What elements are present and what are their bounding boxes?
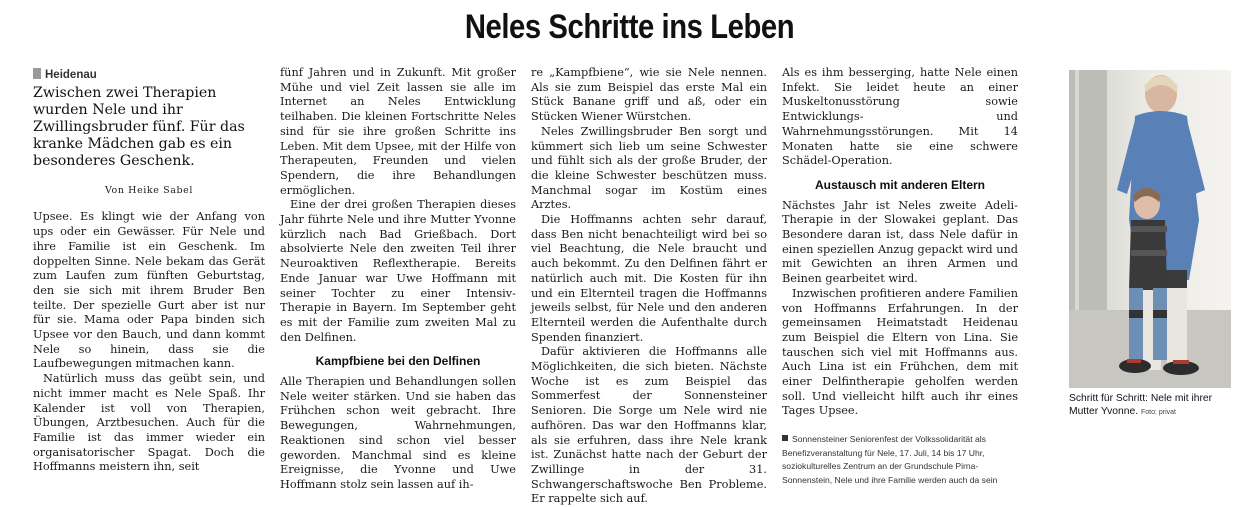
teaser: Zwischen zwei Therapien wurden Nele und ihr Zwillingsbruder fünf. Für das kranke Mädchen gab es ein besonderes Geschenk. — [33, 84, 245, 169]
paragraph: Neles Zwillingsbruder Ben sorgt und kümmert sich lieb um seine Schwester und fühlt sich als der große Bruder, der die kleine Schwester beschützen muss. Manchmal sogar im Kostüm eines Arztes. — [531, 124, 767, 212]
photo-credit: Foto: privat — [1140, 409, 1176, 416]
paragraph: re „Kampfbiene“, wie sie Nele nennen. Als sie zum Beispiel das erste Mal ein Stück Banane griff und aß, oder ein Stücken Wiener Würstchen. — [531, 66, 767, 124]
paragraph: Nächstes Jahr ist Neles zweite Adeli-Therapie in der Slowakei geplant. Das Besondere daran ist, dass Nele dafür in einen speziellen Anzug gepackt wird und mit Gewichten an ihren Armen und Beinen gearbeitet wird. — [782, 198, 1018, 286]
column-4 — [782, 66, 1018, 487]
subheading-austausch: Austausch mit anderen Eltern — [814, 177, 986, 192]
paragraph: Die Hoffmanns achten sehr darauf, dass Ben nicht benachteiligt wird bei so viel Beachtung, die Nele braucht und auch bekommt. Zu den Delfinen fährt er natürlich auch mit. Die Kosten für ihn und ein Elternteil tragen die Hoffmanns jeweils selbst, für Nele und den anderen Elternteil werden die Aufenthalte durch Spenden finanziert. — [531, 213, 767, 344]
event-infobox — [782, 433, 1018, 487]
paragraph: Alle Therapien und Behandlungen sollen Nele weiter stärken. Und sie haben das Frühchen schon weit gebracht. Ihre Bewegungen, Wahrnehmungen, Reaktionen sind schon viel besser geworden. Manchmal sind es kleine Ereignisse, die Yvonne und Uwe Hoffmann stolz sein lassen auf ih- — [280, 375, 516, 491]
kicker — [33, 68, 265, 83]
subheading-kampfbiene: Kampfbiene bei den Delfinen — [315, 354, 481, 369]
paragraph: Natürlich muss das geübt sein, und nicht immer macht es Nele Spaß. Ihr Kalender ist voll von Therapien, Übungen, Arztbesuchen. Auch für die Familie ist das immer wieder ein organisatorischer Spagat. Doch die Hoffmanns meistern ihn, seit — [33, 372, 265, 474]
paragraph: fünf Jahren und in Zukunft. Mit großer Mühe und viel Zeit lassen sie alle im Internet an Neles Entwicklung teilhaben. Die kleinen Fortschritte Neles sind für sie ihre großen Schritte ins Leben. Mit dem Upsee, mit der Hilfe von Therapeuten, Freunden und vielen Spendern, die ihre Behandlungen ermöglichen. — [280, 66, 516, 197]
paragraph: Inzwischen profitieren andere Familien von Hoffmanns Erfahrungen. In der gemeinsamen Heimatstadt Heidenau zum Beispiel die Eltern von Lina. Sie tauschen sich viel mit Hoffmanns aus. Auch Lina ist ein Frühchen, dem mit einer Delfintherapie geholfen werden soll. Und vielleicht hilft auch ihr eines Tages Upsee. — [782, 286, 1018, 418]
photo-caption — [1069, 392, 1231, 419]
byline: Von Heike Sabel — [104, 184, 194, 196]
column-1 — [33, 66, 265, 475]
kicker-label: Heidenau — [45, 69, 97, 81]
paragraph: Als es ihm besserging, hatte Nele einen Infekt. Sie leidet heute an einer Muskeltonusstörung sowie Entwicklungs- und Wahrnehmungsstörungen. Mit 14 Monaten hatte sie eine schwere Schädel-Operation. — [782, 66, 1018, 168]
caption-text: Schritt für Schritt: Nele mit ihrer Mutter Yvonne. — [1069, 393, 1213, 417]
infobox-text: Sonnensteiner Seniorenfest der Volkssolidarität als Benefizveranstaltung für Nele, 17. Juli, 14 bis 17 Uhr, soziokulturelles Zentrum an der Grundschule Pirna-Sonnenstein, Nele und ihre Familie werden auch da sein — [782, 434, 998, 485]
bullet-square-icon — [782, 435, 788, 441]
headline: Neles Schritte ins Leben — [464, 8, 795, 46]
paragraph: Dafür aktivieren die Hoffmanns alle Möglichkeiten, die sich bieten. Nächste Woche ist es zum Beispiel das Sommerfest der Sonnensteiner Senioren. Die Sorge um Nele wird nie aufhören. Das war den Hoffmanns klar, als sie erfuhren, dass ihre Nele krank ist. Zunächst hatte nach der Geburt der Zwillinge in der 31. Schwangerschaftswoche Ben Probleme. Er rappelte sich auf. — [531, 345, 767, 506]
paragraph: Eine der drei großen Therapien dieses Jahr führte Nele und ihre Mutter Yvonne kürzlich nach Bad Grießbach. Dort absolvierte Nele den zweiten Teil ihrer Neuroaktiven Reflextherapie. Bereits Ende Januar war Uwe Hoffmann mit seiner Tochter zu einer Intensiv-Therapie in Bayern. Im September geht es mit der Familie zum zweiten Mal zu den Delfinen. — [280, 198, 516, 344]
column-3 — [531, 66, 767, 507]
column-2 — [280, 66, 516, 493]
photo-nele-and-mother — [1069, 70, 1231, 388]
kicker-bar — [33, 68, 41, 79]
paragraph: Upsee. Es klingt wie der Anfang von ups oder ein Gewässer. Für Nele und ihre Familie ist ein Geschenk. Im doppelten Sinne. Nele bekam das Gerät zum Laufen zum fünften Geburtstag, den sie sich mit ihrem Bruder Ben teilte. Der spezielle Gurt aber ist nur für sie. Mama oder Papa binden sich Upsee vor den Bauch, und dann kommt Nele so hinein, dass sie die Laufbewegungen mitmachen kann. — [33, 210, 265, 371]
